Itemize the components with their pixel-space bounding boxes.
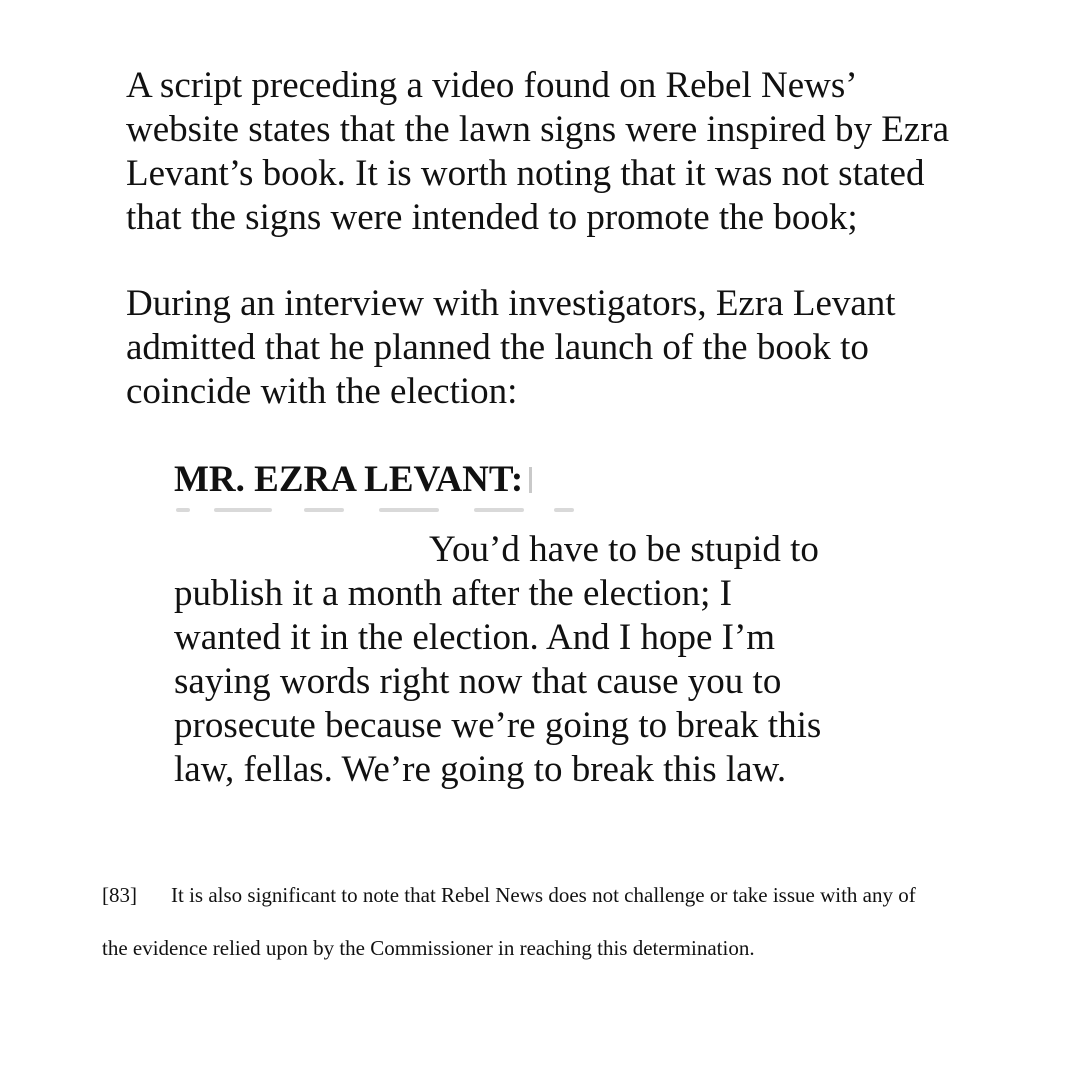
text-line: coincide with the election: xyxy=(126,371,518,412)
redaction-mark xyxy=(529,467,532,493)
text-line: admitted that he planned the launch of the book to xyxy=(126,327,869,368)
text-line: A script preceding a video found on Rebel News’ xyxy=(126,65,858,106)
quote-line: saying words right now that cause you to xyxy=(174,661,782,702)
paragraph-83 xyxy=(102,869,1002,975)
text-line: that the signs were intended to promote the book; xyxy=(126,197,858,238)
paragraph-script-lawn-signs xyxy=(126,64,1026,240)
paragraph-interview xyxy=(126,282,1026,414)
redacted-text-line xyxy=(174,506,934,514)
paragraph-number: [83] xyxy=(102,883,137,907)
text-line: During an interview with investigators, Ezra Levant xyxy=(126,283,896,324)
quote-line: publish it a month after the election; I xyxy=(174,573,732,614)
text-line xyxy=(102,869,1002,922)
quote-line: law, fellas. We’re going to break this law. xyxy=(174,749,787,790)
quote-line: You’d have to be stupid to xyxy=(429,529,819,570)
text-line: website states that the lawn signs were inspired by Ezra xyxy=(126,109,950,150)
quote-line: wanted it in the election. And I hope I’m xyxy=(174,617,776,658)
text-line: the evidence relied upon by the Commissioner in reaching this determination. xyxy=(102,936,755,960)
quote-text xyxy=(174,528,934,792)
quote-block xyxy=(174,456,934,792)
speaker-name: MR. EZRA LEVANT: xyxy=(174,459,524,500)
paragraph-83-first-line: It is also significant to note that Rebel News does not challenge or take issue with any of xyxy=(171,883,916,907)
text-line: Levant’s book. It is worth noting that it was not stated xyxy=(126,153,925,194)
speaker-heading xyxy=(174,456,934,504)
quote-line: prosecute because we’re going to break this xyxy=(174,705,822,746)
